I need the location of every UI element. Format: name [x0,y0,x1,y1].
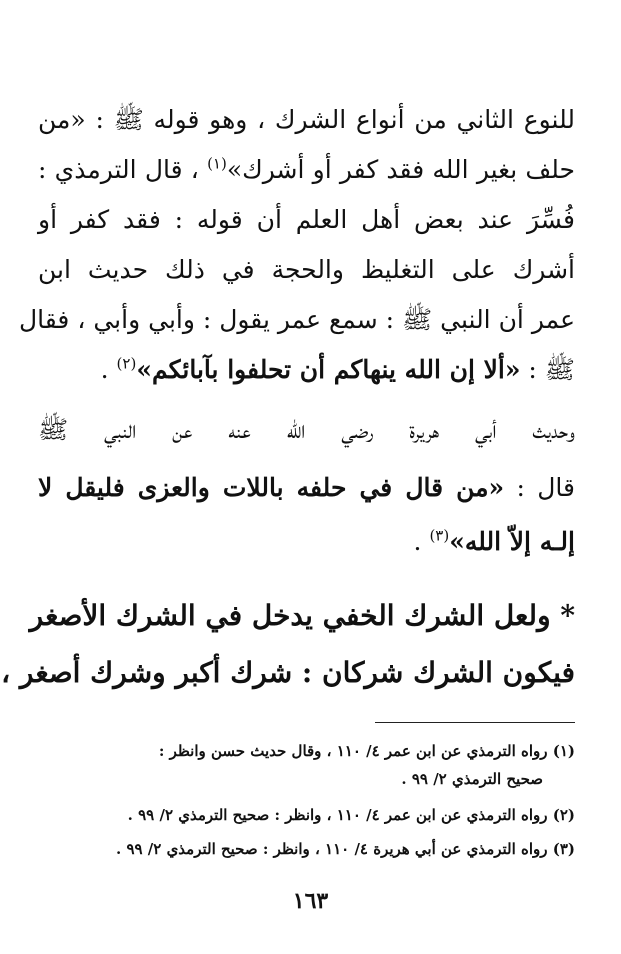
body-text: ﷺ : [528,355,575,384]
hadith-quote: «من قال في حلفه باللات والعزى فليقل لا [38,473,505,502]
body-line-2 [38,150,575,190]
body-text: . [100,355,109,384]
body-line-5: عمر أن النبي ﷺ : سمع عمر يقول : وأبي وأبي ، فقال [19,305,575,334]
body-line-10: * ولعل الشرك الخفي يدخل في الشرك الأصغر [29,599,575,632]
body-line-4: أشرك على التغليظ والحجة في ذلك حديث ابن [38,255,575,284]
body-line-7: وحديث أبي هريرة رضي الله عنه عن النبي ﷺ [38,415,575,444]
footnote-ref-2: (٢) [116,354,137,373]
footnote-1-continued: صحيح الترمذي ٢/ ٩٩ . [401,770,543,788]
page-number: ١٦٣ [292,888,329,914]
footnote-ref-3: (٣) [429,526,450,545]
hadith-quote: «ألا إن الله ينهاكم أن تحلفوا بآبائكم» [136,355,521,384]
footnote-separator [375,722,575,723]
footnote-1: (١) رواه الترمذي عن ابن عمر ٤/ ١١٠ ، وقال حديث حسن وانظر : [158,742,575,760]
footnote-3: (٣) رواه الترمذي عن أبي هريرة ٤/ ١١٠ ، وانظر : صحيح الترمذي ٢/ ٩٩ . [116,840,575,858]
footnote-2: (٢) رواه الترمذي عن ابن عمر ٤/ ١١٠ ، وانظر : صحيح الترمذي ٢/ ٩٩ . [127,806,575,824]
body-text: ، قال الترمذي : [38,155,199,184]
hadith-quote: حلف بغير الله فقد كفر أو أشرك» [226,155,575,184]
hadith-quote: إلـه إلاّ الله» [449,527,575,556]
body-text: قال : [516,473,575,502]
body-line-9 [38,522,575,562]
body-line-1: للنوع الثاني من أنواع الشرك ، وهو قوله ﷺ : «من [38,105,575,134]
body-line-3: فُسِّرَ عند بعض أهل العلم أن قوله : فقد كفر أو [38,205,575,234]
body-line-8 [38,468,575,508]
body-line-11: فيكون الشرك شركان : شرك أكبر وشرك أصغر ، [1,656,575,689]
body-text: . [413,527,422,556]
footnote-ref-1: (١) [207,154,227,173]
body-line-6 [38,350,575,390]
